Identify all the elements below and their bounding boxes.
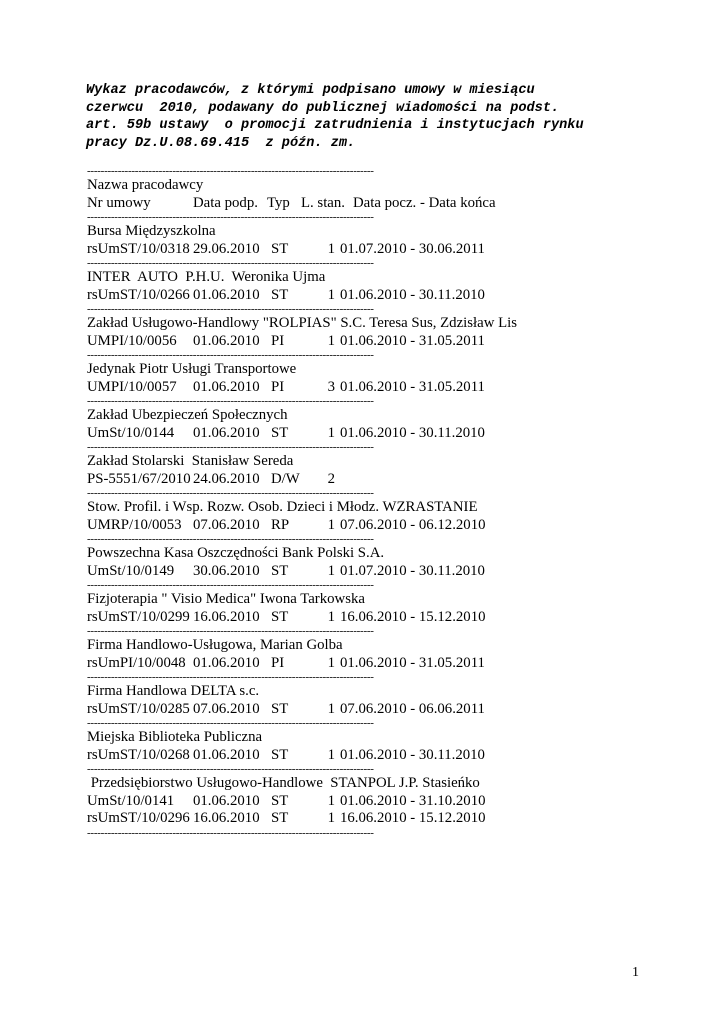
contract-row xyxy=(87,609,647,627)
employer-entry xyxy=(87,775,647,839)
contract-row xyxy=(87,287,647,305)
headcount: 1 xyxy=(327,792,335,809)
contract-number: rsUmPI/10/0048 xyxy=(87,654,186,671)
header-name-label: Nazwa pracodawcy xyxy=(87,177,204,193)
employer-entry xyxy=(87,637,647,683)
employer-name: Zakład Ubezpieczeń Społecznych xyxy=(87,407,288,423)
headcount: 2 xyxy=(327,470,335,487)
contract-number: rsUmST/10/0266 xyxy=(87,286,190,303)
separator-line: ------------------------------------------------------------------------------------ xyxy=(87,396,374,407)
sign-date: 01.06.2010 xyxy=(193,792,260,809)
headcount: 1 xyxy=(327,810,335,826)
title-line: Wykaz pracodawców, z którymi podpisano umowy w miesiącu xyxy=(86,83,535,98)
contract-type: PI xyxy=(271,378,285,395)
employer-name: Miejska Biblioteka Publiczna xyxy=(87,729,263,745)
sign-date: 01.06.2010 xyxy=(193,654,260,671)
contract-type: ST xyxy=(271,700,289,717)
employer-entry xyxy=(87,361,647,407)
document-title xyxy=(86,82,646,152)
employer-entry xyxy=(87,269,647,315)
employer-name: Firma Handlowa DELTA s.c. xyxy=(87,683,260,699)
contract-number: UMPI/10/0057 xyxy=(87,378,177,395)
employer-name: Zakład Usługowo-Handlowy "ROLPIAS" S.C. Teresa Sus, Zdzisław Lis xyxy=(87,315,517,331)
separator-line: ------------------------------------------------------------------------------------ xyxy=(87,350,374,361)
sign-date: 07.06.2010 xyxy=(193,700,260,717)
contract-row xyxy=(87,701,647,719)
sign-date: 07.06.2010 xyxy=(193,516,260,533)
title-line: czerwcu 2010, podawany do publicznej wiadomości na podst. xyxy=(86,100,560,116)
sign-date: 01.06.2010 xyxy=(193,286,260,303)
employer-name: Przedsiębiorstwo Usługowo-Handlowe STANPOL J.P. Stasieńko xyxy=(87,775,480,791)
headcount: 1 xyxy=(327,516,335,533)
contract-period: 01.06.2010 - 31.05.2011 xyxy=(340,654,485,671)
contract-type: ST xyxy=(271,608,289,625)
contract-number: rsUmST/10/0296 xyxy=(87,810,190,826)
contract-number: rsUmST/10/0268 xyxy=(87,746,190,763)
header-headcount: L. stan. xyxy=(301,194,345,211)
contract-row xyxy=(87,655,647,673)
employer-entry xyxy=(87,315,647,361)
contract-number: rsUmST/10/0285 xyxy=(87,700,190,717)
sign-date: 01.06.2010 xyxy=(193,424,260,441)
employer-entry xyxy=(87,545,647,591)
separator-line: ------------------------------------------------------------------------------------ xyxy=(87,258,374,269)
employer-name: Powszechna Kasa Oszczędności Bank Polski S.A. xyxy=(87,545,385,561)
employer-listing xyxy=(87,166,647,839)
headcount: 1 xyxy=(327,286,335,303)
contract-row xyxy=(87,425,647,443)
contract-number: rsUmST/10/0318 xyxy=(87,240,190,257)
employer-name: Stow. Profil. i Wsp. Rozw. Osob. Dzieci i Młodz. WZRASTANIE xyxy=(87,499,478,515)
separator-line: ------------------------------------------------------------------------------------ xyxy=(87,580,374,591)
contract-row xyxy=(87,241,647,259)
contract-number: UMPI/10/0056 xyxy=(87,332,177,349)
headcount: 1 xyxy=(327,654,335,671)
employer-entry xyxy=(87,223,647,269)
entries-list xyxy=(87,223,647,839)
sign-date: 01.06.2010 xyxy=(193,746,260,763)
sign-date: 24.06.2010 xyxy=(193,470,260,487)
contract-type: ST xyxy=(271,562,289,579)
headcount: 1 xyxy=(327,608,335,625)
contract-type: ST xyxy=(271,810,289,826)
contract-row xyxy=(87,793,647,811)
employer-entry xyxy=(87,729,647,775)
headcount: 3 xyxy=(327,378,335,395)
column-header-row xyxy=(87,195,647,213)
contract-type: RP xyxy=(271,516,290,533)
contract-row xyxy=(87,810,647,828)
header-contract-number: Nr umowy xyxy=(87,194,151,211)
contract-row xyxy=(87,379,647,397)
employer-entry xyxy=(87,407,647,453)
employer-name: Jedynak Piotr Usługi Transportowe xyxy=(87,361,297,377)
contract-type: PI xyxy=(271,332,285,349)
separator-line: ------------------------------------------------------------------------------------ xyxy=(87,764,374,775)
contract-row xyxy=(87,747,647,765)
separator-line: ------------------------------------------------------------------------------------ xyxy=(87,304,374,315)
contract-number: rsUmST/10/0299 xyxy=(87,608,190,625)
contract-number: UMRP/10/0053 xyxy=(87,516,182,533)
contract-period: 01.06.2010 - 31.05.2011 xyxy=(340,378,485,395)
separator-line: ------------------------------------------------------------------------------------ xyxy=(87,442,374,453)
employer-name: Bursa Międzyszkolna xyxy=(87,223,216,239)
contract-period: 01.06.2010 - 30.11.2010 xyxy=(340,746,485,763)
contract-period: 07.06.2010 - 06.12.2010 xyxy=(340,516,486,533)
contract-type: D/W xyxy=(271,470,300,487)
separator-line: ------------------------------------------------------------------------------------ xyxy=(87,718,374,729)
contract-period: 01.06.2010 - 31.10.2010 xyxy=(340,792,486,809)
sign-date: 30.06.2010 xyxy=(193,562,260,579)
contract-period: 01.06.2010 - 31.05.2011 xyxy=(340,332,485,349)
contract-period: 16.06.2010 - 15.12.2010 xyxy=(340,810,486,826)
contract-row xyxy=(87,563,647,581)
sign-date: 16.06.2010 xyxy=(193,608,260,625)
separator-line: ------------------------------------------------------------------------------------ xyxy=(87,166,374,177)
header-type: Typ xyxy=(267,194,290,211)
contract-period: 01.07.2010 - 30.11.2010 xyxy=(340,562,485,579)
headcount: 1 xyxy=(327,700,335,717)
contract-number: UmSt/10/0141 xyxy=(87,792,175,809)
sign-date: 01.06.2010 xyxy=(193,378,260,395)
headcount: 1 xyxy=(327,562,335,579)
contract-row xyxy=(87,517,647,535)
contract-period: 01.07.2010 - 30.06.2011 xyxy=(340,240,485,257)
employer-entry xyxy=(87,499,647,545)
separator-line: ------------------------------------------------------------------------------------ xyxy=(87,827,374,839)
separator-line: ------------------------------------------------------------------------------------ xyxy=(87,534,374,545)
sign-date: 01.06.2010 xyxy=(193,332,260,349)
contract-type: ST xyxy=(271,286,289,303)
employer-entry xyxy=(87,453,647,499)
separator-line: ------------------------------------------------------------------------------------ xyxy=(87,212,374,223)
page-number: 1 xyxy=(632,965,639,980)
contract-period: 16.06.2010 - 15.12.2010 xyxy=(340,608,486,625)
contract-period: 01.06.2010 - 30.11.2010 xyxy=(340,286,485,303)
contract-type: ST xyxy=(271,240,289,257)
contract-type: ST xyxy=(271,792,289,809)
contract-row xyxy=(87,333,647,351)
employer-name: Firma Handlowo-Usługowa, Marian Golba xyxy=(87,637,343,653)
contract-row xyxy=(87,471,647,489)
employer-entry xyxy=(87,683,647,729)
contract-number: UmSt/10/0144 xyxy=(87,424,175,441)
headcount: 1 xyxy=(327,746,335,763)
contract-period: 01.06.2010 - 30.11.2010 xyxy=(340,424,485,441)
contract-number: UmSt/10/0149 xyxy=(87,562,175,579)
contract-period: 07.06.2010 - 06.06.2011 xyxy=(340,700,485,717)
sign-date: 16.06.2010 xyxy=(193,810,260,826)
employer-entry xyxy=(87,591,647,637)
header-sign-date: Data podp. xyxy=(193,194,258,211)
header-period: Data pocz. - Data końca xyxy=(352,194,496,211)
separator-line: ------------------------------------------------------------------------------------ xyxy=(87,488,374,499)
contract-type: ST xyxy=(271,424,289,441)
employer-name: Fizjoterapia " Visio Medica" Iwona Tarkowska xyxy=(87,591,365,607)
headcount: 1 xyxy=(327,240,335,257)
headcount: 1 xyxy=(327,332,335,349)
separator-line: ------------------------------------------------------------------------------------ xyxy=(87,672,374,683)
headcount: 1 xyxy=(327,424,335,441)
employer-name: Zakład Stolarski Stanisław Sereda xyxy=(87,453,294,469)
title-line: pracy Dz.U.08.69.415 z późn. zm. xyxy=(86,135,356,151)
contract-type: ST xyxy=(271,746,289,763)
contract-type: PI xyxy=(271,654,285,671)
sign-date: 29.06.2010 xyxy=(193,240,260,257)
contract-number: PS-5551/67/2010 xyxy=(87,470,191,487)
separator-line: ------------------------------------------------------------------------------------ xyxy=(87,626,374,637)
title-line: art. 59b ustawy o promocji zatrudnienia i instytucjach rynku xyxy=(86,118,584,133)
employer-name: INTER AUTO P.H.U. Weronika Ujma xyxy=(87,269,326,285)
